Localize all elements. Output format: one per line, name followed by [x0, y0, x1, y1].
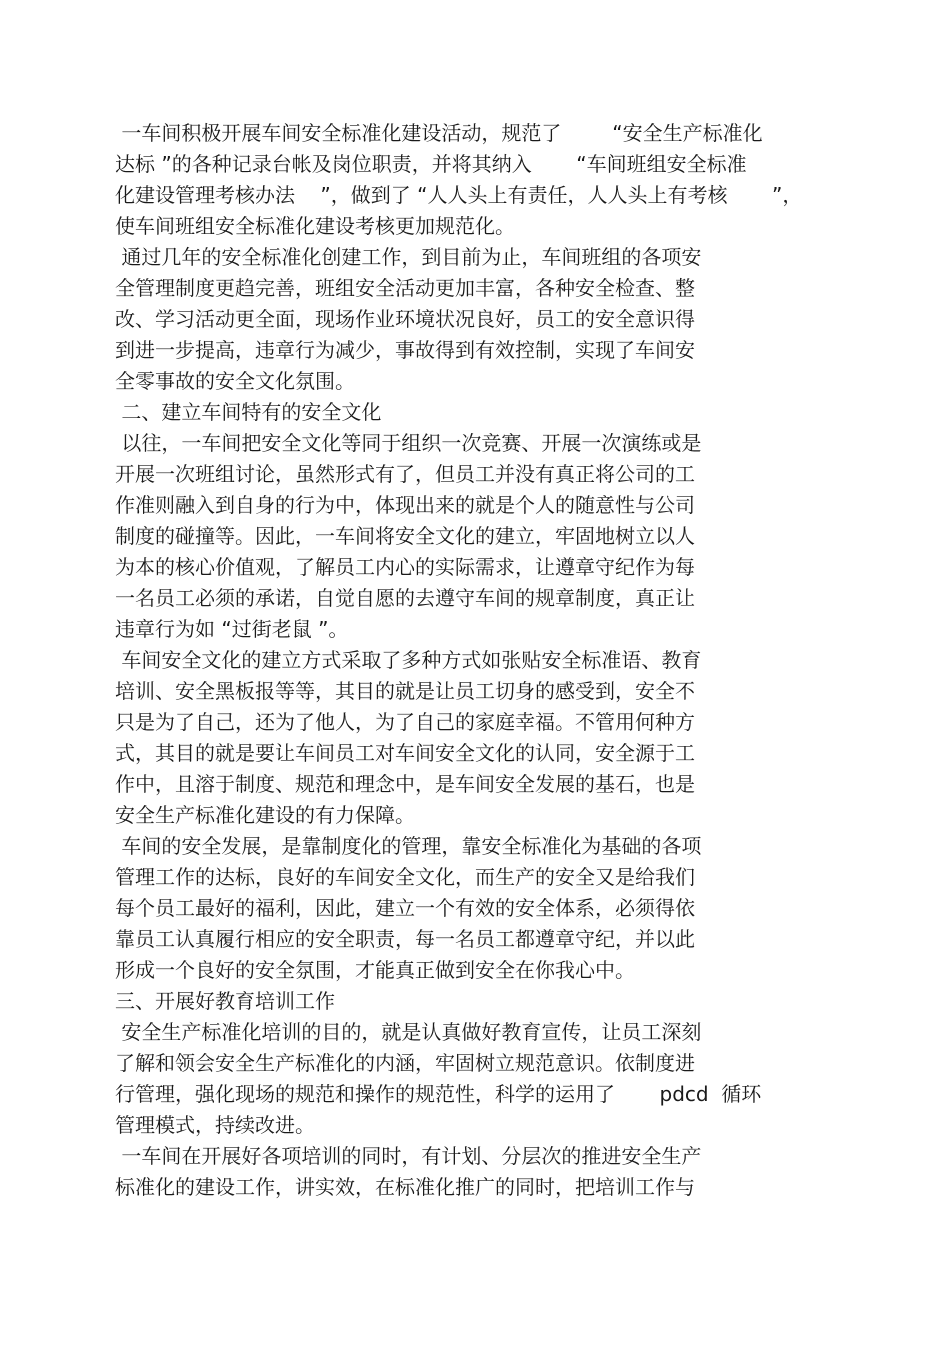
- body-text: [115, 118, 845, 1203]
- text-line: 一车间积极开展车间安全标准化建设活动，规范了 “安全生产标准化: [115, 121, 763, 145]
- text-line: 制度的碰撞等。因此，一车间将安全文化的建立，牢固地树立以人: [115, 524, 695, 548]
- text-line: 行管理，强化现场的规范和操作的规范性，科学的运用了 pdcd 循环: [115, 1082, 762, 1106]
- text-line: 式，其目的就是要让车间员工对车间安全文化的认同，安全源于工: [115, 741, 695, 765]
- text-line: 安全生产标准化培训的目的，就是认真做好教育宣传，让员工深刻: [115, 1020, 702, 1044]
- text-line: 标准化的建设工作，讲实效，在标准化推广的同时，把培训工作与: [115, 1175, 695, 1199]
- text-line: 化建设管理考核办法 ”，做到了 “人人头上有责任，人人头上有考核 ”，: [115, 183, 803, 207]
- text-line: 使车间班组安全标准化建设考核更加规范化。: [115, 214, 515, 238]
- text-line: 车间安全文化的建立方式采取了多种方式如张贴安全标准语、教育: [115, 648, 702, 672]
- section-heading: 二、建立车间特有的安全文化: [115, 400, 382, 424]
- text-line: 一名员工必须的承诺，自觉自愿的去遵守车间的规章制度，真正让: [115, 586, 695, 610]
- text-line: 达标 ”的各种记录台帐及岗位职责，并将其纳入 “车间班组安全标准: [115, 152, 747, 176]
- text-line: 管理工作的达标，良好的车间安全文化，而生产的安全又是给我们: [115, 865, 695, 889]
- text-line: 只是为了自己，还为了他人，为了自己的家庭幸福。不管用何种方: [115, 710, 695, 734]
- text-line: 每个员工最好的福利，因此，建立一个有效的安全体系，必须得依: [115, 896, 695, 920]
- text-line: 作准则融入到自身的行为中，体现出来的就是个人的随意性与公司: [115, 493, 695, 517]
- text-line: 安全生产标准化建设的有力保障。: [115, 803, 415, 827]
- text-line: 管理模式，持续改进。: [115, 1113, 315, 1137]
- text-line: 作中，且溶于制度、规范和理念中，是车间安全发展的基石，也是: [115, 772, 695, 796]
- text-line: 形成一个良好的安全氛围，才能真正做到安全在你我心中。: [115, 958, 635, 982]
- section-heading: 三、开展好教育培训工作: [115, 989, 335, 1013]
- text-line: 违章行为如 “过街老鼠 ”。: [115, 617, 349, 641]
- text-line: 通过几年的安全标准化创建工作，到目前为止，车间班组的各项安: [115, 245, 702, 269]
- text-line: 靠员工认真履行相应的安全职责，每一名员工都遵章守纪，并以此: [115, 927, 695, 951]
- text-line: 以往，一车间把安全文化等同于组织一次竞赛、开展一次演练或是: [115, 431, 702, 455]
- text-line: 车间的安全发展，是靠制度化的管理，靠安全标准化为基础的各项: [115, 834, 702, 858]
- text-line: 全管理制度更趋完善，班组安全活动更加丰富，各种安全检查、整: [115, 276, 695, 300]
- text-line: 培训、安全黑板报等等，其目的就是让员工切身的感受到，安全不: [115, 679, 695, 703]
- text-line: 一车间在开展好各项培训的同时，有计划、分层次的推进安全生产: [115, 1144, 702, 1168]
- text-line: 全零事故的安全文化氛围。: [115, 369, 355, 393]
- text-line: 到进一步提高，违章行为减少，事故得到有效控制，实现了车间安: [115, 338, 695, 362]
- text-line: 为本的核心价值观，了解员工内心的实际需求，让遵章守纪作为每: [115, 555, 695, 579]
- text-line: 了解和领会安全生产标准化的内涵，牢固树立规范意识。依制度进: [115, 1051, 695, 1075]
- text-line: 开展一次班组讨论，虽然形式有了，但员工并没有真正将公司的工: [115, 462, 695, 486]
- text-line: 改、学习活动更全面，现场作业环境状况良好，员工的安全意识得: [115, 307, 695, 331]
